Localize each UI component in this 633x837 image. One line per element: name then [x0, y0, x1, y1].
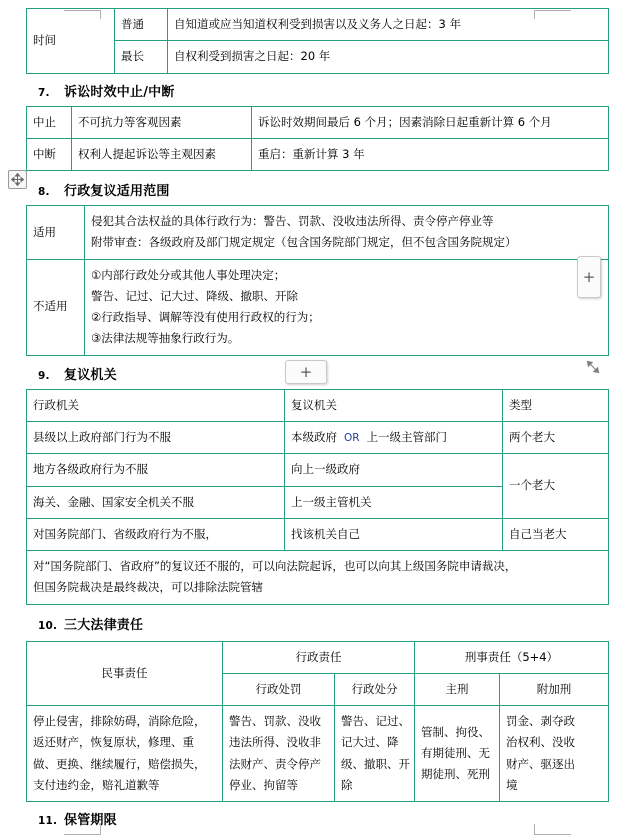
table-row [27, 259, 609, 355]
section-number-9: 9. [38, 369, 50, 382]
page-corner-mark-top-right [534, 10, 571, 19]
scope-applicable-label: 适用 [27, 206, 85, 260]
review-type-4: 自己当老大 [503, 518, 609, 550]
liability-civil-line-3: 做、更换、继续履行，赔偿损失， [33, 756, 206, 771]
document-page [0, 8, 633, 837]
add-row-button[interactable]: + [285, 360, 327, 384]
move-four-arrows-icon [11, 173, 24, 186]
table-header-row [27, 641, 609, 673]
add-column-button[interactable]: + [577, 256, 601, 298]
page-corner-mark-bottom-right [534, 824, 571, 835]
liability-supplementary-penalty-line-1: 罚金、剥夺政 [506, 714, 575, 729]
liability-header-admin-penalty: 行政处罚 [223, 673, 335, 705]
review-agency-3: 海关、金融、国家安全机关不服 [27, 486, 285, 518]
section-title-9: 复议机关 [64, 367, 117, 383]
review-footnote [27, 551, 609, 605]
interruption-cause: 权利人提起诉讼等主观因素 [72, 138, 252, 170]
suspension-interruption-table [26, 106, 609, 172]
review-header-authority: 复议机关 [285, 389, 503, 421]
time-kind-maximum: 最长 [115, 41, 168, 73]
table-row [27, 206, 609, 260]
interruption-label: 中断 [27, 138, 72, 170]
table-row [27, 421, 609, 453]
table-row [27, 9, 609, 41]
table-move-handle[interactable] [8, 170, 27, 189]
page-corner-mark-top-left [64, 10, 101, 19]
liability-principal-penalty-line-1: 管制、拘役、 [421, 724, 490, 739]
time-value-maximum: 自权利受到损害之日起：20 年 [168, 41, 609, 73]
liability-supplementary-penalty-line-4: 境 [506, 778, 518, 792]
scope-applicable-line-2: 附带审查：各级政府及部门规定规定（包含国务院部门规定，但不包含国务院规定） [91, 235, 517, 250]
scope-applicable-content [85, 206, 609, 260]
review-authority-1-left: 本级政府 [291, 429, 337, 444]
section-number-10: 10. [38, 619, 58, 632]
review-footnote-line-2: 但国务院裁决是最终裁决，可以排除法院管辖 [33, 580, 263, 595]
liability-civil-line-2: 返还财产，恢复原状，修理、重 [33, 735, 194, 750]
scope-not-applicable-label: 不适用 [27, 259, 85, 355]
liability-header-admin-sanction: 行政处分 [335, 673, 415, 705]
table-header-row [27, 389, 609, 421]
review-agency-4: 对国务院部门、省级政府行为不服， [27, 518, 285, 550]
section-title-8: 行政复议适用范围 [64, 184, 170, 200]
liability-admin-sanction-content [335, 706, 415, 802]
liability-admin-penalty-line-2: 违法所得、没收非 [229, 735, 321, 750]
section-heading-10 [38, 614, 608, 633]
review-type-2: 一个老大 [503, 454, 609, 519]
section-title-10: 三大法律责任 [64, 617, 144, 633]
time-value-ordinary: 自知道或应当知道权利受到损害以及义务人之日起：3 年 [168, 9, 609, 41]
liability-civil-line-1: 停止侵害，排除妨碍，消除危险， [33, 714, 206, 729]
or-token: OR [344, 431, 360, 444]
scope-not-applicable-line-3: ②行政指导、调解等没有使用行政权的行为； [91, 310, 320, 325]
liability-header-criminal: 刑事责任（5+4） [415, 641, 609, 673]
liability-admin-penalty-line-4: 停业、拘留等 [229, 778, 298, 792]
table-row [27, 454, 609, 486]
liability-admin-sanction-line-4: 除 [341, 778, 353, 792]
liability-admin-sanction-line-1: 警告、记过、 [341, 714, 410, 729]
liability-admin-sanction-line-2: 记大过、降 [341, 735, 399, 750]
review-authority-3: 上一级主管机关 [285, 486, 503, 518]
liability-principal-penalty-line-2: 有期徒刑、无 [421, 746, 490, 761]
scope-not-applicable-line-1: ①内部行政处分或其他人事处理决定； [91, 267, 286, 282]
interruption-effect: 重启：重新计算 3 年 [252, 138, 609, 170]
review-agency-1: 县级以上政府部门行为不服 [27, 421, 285, 453]
review-header-agency: 行政机关 [27, 389, 285, 421]
review-footnote-line-1: 对“国务院部门、省政府”的复议还不服的，可以向法院起诉，也可以向其上级国务院申请裁决， [33, 559, 517, 574]
liability-header-supplementary-penalty: 附加刑 [500, 673, 609, 705]
table-resize-handle[interactable] [584, 358, 601, 375]
section-number-8: 8. [38, 186, 50, 199]
liability-admin-sanction-line-3: 级、撤职、开 [341, 756, 410, 771]
table-row [27, 551, 609, 605]
section-number-11: 11. [38, 815, 58, 828]
liability-principal-penalty-line-3: 期徒刑、死刑 [421, 767, 490, 782]
liability-principal-penalty-content [415, 706, 500, 802]
liability-supplementary-penalty-line-3: 财产、驱逐出 [506, 756, 575, 771]
limitation-time-table [26, 8, 609, 74]
review-agency-2: 地方各级政府行为不服 [27, 454, 285, 486]
liability-header-principal-penalty: 主刑 [415, 673, 500, 705]
liability-admin-penalty-line-3: 法财产、责令停产 [229, 756, 321, 771]
review-authority-1-right: 上一级主管部门 [366, 429, 448, 444]
table-row [27, 106, 609, 138]
review-header-type: 类型 [503, 389, 609, 421]
section-title-11: 保管期限 [64, 813, 117, 829]
review-type-1: 两个老大 [503, 421, 609, 453]
time-row-label: 时间 [27, 9, 115, 74]
scope-not-applicable-content [85, 259, 609, 355]
review-authority-1 [285, 421, 503, 453]
liability-admin-penalty-content [223, 706, 335, 802]
resize-diagonal-icon [586, 360, 600, 374]
admin-review-scope-table [26, 205, 609, 356]
section-heading-11 [38, 809, 608, 828]
table-row [27, 138, 609, 170]
suspension-effect: 诉讼时效期间最后 6 个月；因素消除日起重新计算 6 个月 [252, 106, 609, 138]
liability-civil-line-4: 支付违约金，赔礼道歉等 [33, 778, 160, 792]
scope-not-applicable-line-4: ③法律法规等抽象行政行为。 [91, 331, 240, 346]
scope-not-applicable-line-2: 警告、记过、记大过、降级、撤职、开除 [91, 288, 298, 303]
review-authority-2: 向上一级政府 [285, 454, 503, 486]
section-heading-7 [38, 81, 608, 100]
section-title-7: 诉讼时效中止/中断 [64, 84, 175, 100]
time-kind-ordinary: 普通 [115, 9, 168, 41]
liability-supplementary-penalty-content [500, 706, 609, 802]
table-row [27, 518, 609, 550]
liability-header-admin: 行政责任 [223, 641, 415, 673]
liability-supplementary-penalty-line-2: 治权利、没收 [506, 735, 575, 750]
review-authority-table [26, 389, 609, 605]
liability-civil-content [27, 706, 223, 802]
scope-applicable-line-1: 侵犯其合法权益的具体行政行为：警告、罚款、没收违法所得、责令停产停业等 [91, 214, 494, 229]
suspension-cause: 不可抗力等客观因素 [72, 106, 252, 138]
section-heading-8 [38, 180, 608, 199]
suspension-label: 中止 [27, 106, 72, 138]
review-authority-4: 找该机关自己 [285, 518, 503, 550]
liability-admin-penalty-line-1: 警告、罚款、没收 [229, 714, 321, 729]
table-row [27, 41, 609, 73]
table-row [27, 706, 609, 802]
three-liabilities-table [26, 641, 609, 803]
section-number-7: 7. [38, 86, 50, 99]
page-corner-mark-bottom-left [64, 824, 101, 835]
liability-header-civil: 民事责任 [27, 641, 223, 706]
